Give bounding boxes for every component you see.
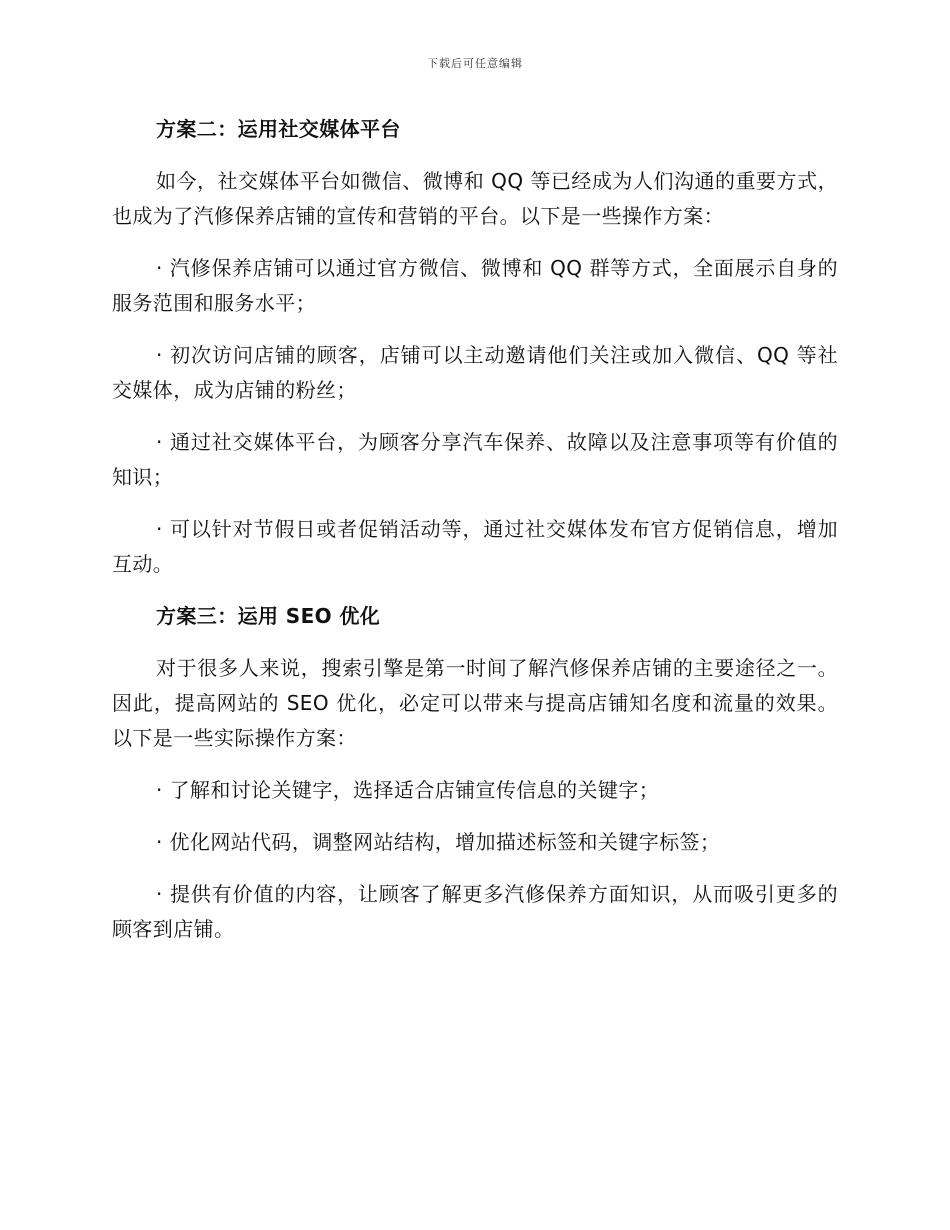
document-body xyxy=(112,112,838,964)
section-2-intro: 如今，社交媒体平台如微信、微博和 QQ 等已经成为人们沟通的重要方式，也成为了汽修保养店铺的宣传和营销的平台。以下是一些操作方案： xyxy=(112,169,838,228)
section-3-bullet-1: · 了解和讨论关键字，选择适合店铺宣传信息的关键字； xyxy=(156,778,660,802)
section-3-bullet-3: · 提供有价值的内容，让顾客了解更多汽修保养方面知识，从而吸引更多的顾客到店铺。 xyxy=(112,882,838,941)
section-2-bullet-2: · 初次访问店铺的顾客，店铺可以主动邀请他们关注或加入微信、QQ 等社交媒体，成为店铺的粉丝； xyxy=(112,343,838,402)
section-3-intro: 对于很多人来说，搜索引擎是第一时间了解汽修保养店铺的主要途径之一。因此，提高网站的 SEO 优化，必定可以带来与提高店铺知名度和流量的效果。以下是一些实际操作方案： xyxy=(112,656,838,750)
header-note: 下载后可任意编辑 xyxy=(427,57,523,70)
section-2-bullet-3: · 通过社交媒体平台，为顾客分享汽车保养、故障以及注意事项等有价值的知识； xyxy=(112,430,838,489)
section-2-bullet-4: · 可以针对节假日或者促销活动等，通过社交媒体发布官方促销信息，增加互动。 xyxy=(112,517,838,576)
section-2-bullet-1: · 汽修保养店铺可以通过官方微信、微博和 QQ 群等方式，全面展示自身的服务范围和服务水平； xyxy=(112,256,838,315)
section-3-heading: 方案三：运用 SEO 优化 xyxy=(156,604,381,628)
section-2-heading: 方案二：运用社交媒体平台 xyxy=(156,117,401,141)
section-3-bullet-2: · 优化网站代码，调整网站结构，增加描述标签和关键字标签； xyxy=(156,830,721,854)
